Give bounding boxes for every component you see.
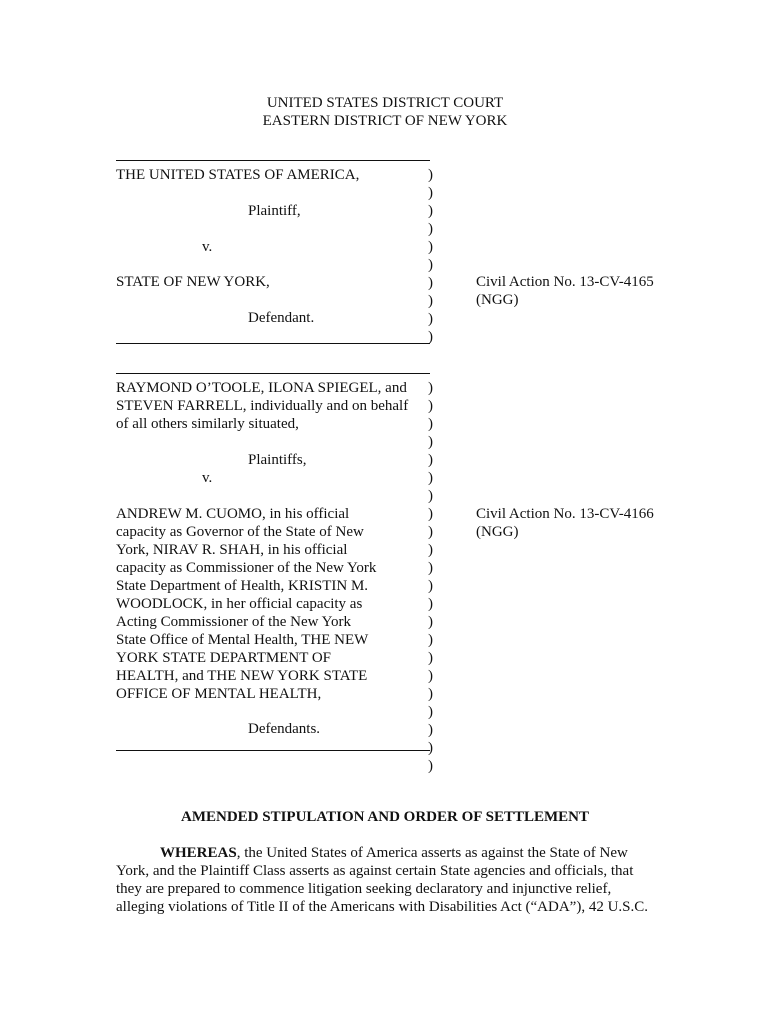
case1-versus: v. xyxy=(202,239,213,255)
whereas-text: , the United States of America asserts as against the State of New xyxy=(236,845,628,861)
whereas-text: alleging violations of Title II of the Americans with Disabilities Act (“ADA”), 42 U.S.C. xyxy=(116,899,649,915)
case2-versus: v. xyxy=(202,470,213,486)
case1-defendant-name: STATE OF NEW YORK, xyxy=(116,274,270,290)
case1-judge: (NGG) xyxy=(476,292,519,308)
case2-defendants-line: capacity as Governor of the State of New xyxy=(116,524,364,540)
whereas-text: York, and the Plaintiff Class asserts as against certain State agencies and officials, that xyxy=(116,863,634,879)
case2-defendants-line: YORK STATE DEPARTMENT OF xyxy=(116,650,332,666)
case1-paren-column: ) ) ) ) ) ) ) ) ) ) xyxy=(428,167,433,345)
case2-plaintiffs-line: STEVEN FARRELL, individually and on behalf xyxy=(116,398,409,414)
caption2-bottom-rule xyxy=(116,750,430,751)
case2-defendants-line: ANDREW M. CUOMO, in his official xyxy=(116,506,350,522)
case2-plaintiffs-line: RAYMOND O’TOOLE, ILONA SPIEGEL, and xyxy=(116,380,407,396)
case2-defendants-line: capacity as Commissioner of the New York xyxy=(116,560,377,576)
case2-civil-action: Civil Action No. 13-CV-4166 xyxy=(476,506,654,522)
case2-defendants-line: State Department of Health, KRISTIN M. xyxy=(116,578,369,594)
caption-bottom-rule xyxy=(116,343,430,344)
caption-top-rule xyxy=(116,160,430,161)
case1-plaintiff-role: Plaintiff, xyxy=(248,203,301,219)
document-title: AMENDED STIPULATION AND ORDER OF SETTLEMENT xyxy=(181,809,589,825)
whereas-lead: WHEREAS xyxy=(160,845,237,861)
case2-defendants-line: Acting Commissioner of the New York xyxy=(116,614,351,630)
case2-plaintiffs-line: of all others similarly situated, xyxy=(116,416,299,432)
case1-civil-action: Civil Action No. 13-CV-4165 xyxy=(476,274,654,290)
case1-plaintiff-name: THE UNITED STATES OF AMERICA, xyxy=(116,167,360,183)
case2-defendants-line: WOODLOCK, in her official capacity as xyxy=(116,596,363,612)
case2-plaintiffs-role: Plaintiffs, xyxy=(248,452,307,468)
case2-defendants-role: Defendants. xyxy=(248,721,321,737)
case2-defendants-line: OFFICE OF MENTAL HEALTH, xyxy=(116,686,322,702)
caption2-top-rule xyxy=(116,373,430,374)
case2-defendants-line: HEALTH, and THE NEW YORK STATE xyxy=(116,668,368,684)
case2-defendants-line: York, NIRAV R. SHAH, in his official xyxy=(116,542,348,558)
case2-judge: (NGG) xyxy=(476,524,519,540)
whereas-text: they are prepared to commence litigation seeking declaratory and injunctive relief, xyxy=(116,881,612,897)
whereas-paragraph xyxy=(116,844,656,916)
court-district: EASTERN DISTRICT OF NEW YORK xyxy=(262,113,508,129)
case2-paren-column: ) ) ) ) ) ) ) ) ) ) ) ) ) ) ) ) ) ) ) ) ) ) xyxy=(428,380,433,774)
case2-defendants-line: State Office of Mental Health, THE NEW xyxy=(116,632,369,648)
court-name: UNITED STATES DISTRICT COURT xyxy=(266,95,504,111)
case1-defendant-role: Defendant. xyxy=(248,310,315,326)
